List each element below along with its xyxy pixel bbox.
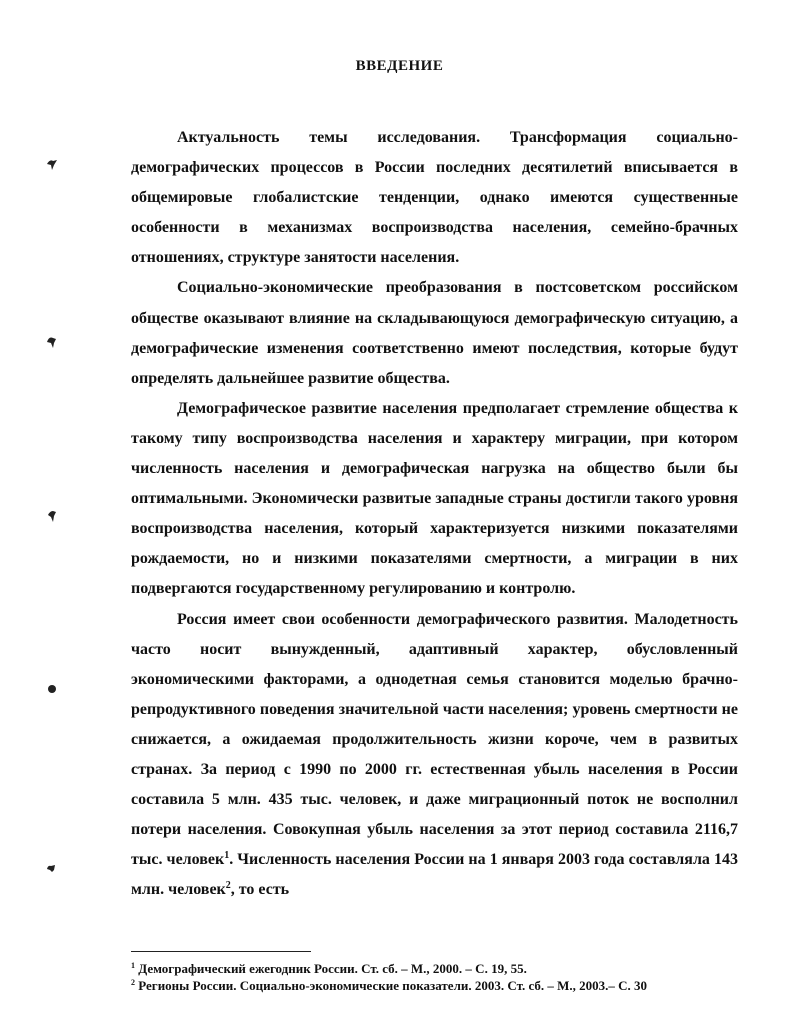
paragraph: [131, 394, 738, 605]
paragraph-text: . Численность населения России на 1 января 2003 года составляла 143 млн. человек: [131, 851, 739, 899]
page-title: ВВЕДЕНИЕ: [355, 58, 444, 74]
scan-mark-icon: [44, 860, 60, 876]
footnote-text: Регионы России. Социально-экономические показатели. 2003. Ст. сб. – М., 2003.– С. 30: [135, 978, 648, 993]
paragraph-text: Демографическое развитие населения предполагает стремление общества к такому типу воспроизводства населения и характеру миграции, при котором численность населения и демографическая нагрузка на общество были бы оптимальными. Экономически развитые западные страны достигли такого уровня воспроизводства населения, который характеризуется низкими показателями рождаемости, но и низкими показателями смертности, а миграции в них подвергаются государственному регулированию и контролю.: [131, 399, 738, 598]
footnote-number: 2: [131, 978, 135, 987]
document-body: [131, 123, 738, 905]
paragraph-text: . Трансформация социально-демографических процессов в России последних десятилетий вписывается в общемировые глобалистские тенденции, однако имеются существенные особенности в механизмах воспроизводства населения, семейно-брачных отношениях, структуре занятости населения.: [131, 129, 738, 267]
scan-mark-icon: [44, 156, 60, 172]
paragraph-lead: Актуальность темы исследования: [177, 129, 477, 146]
paragraph-text: Социально-экономические преобразования в постсоветском российском обществе оказывают влияние на складывающуюся демографическую ситуацию, а демографические изменения соответственно имеют последствия, которые будут определять дальнейшее развитие общества.: [131, 279, 738, 387]
scan-mark-icon: [44, 507, 60, 523]
paragraph: [131, 123, 738, 273]
margin-scan-marks: [44, 0, 64, 1034]
footnote: [131, 977, 751, 994]
paragraph-text: , то есть: [230, 881, 290, 899]
footnote-ref: 1: [224, 850, 230, 862]
footnote: [131, 960, 751, 977]
scan-mark-icon: [44, 333, 60, 349]
footnote-divider: [131, 951, 311, 952]
paragraph-text: Россия имеет свои особенности демографического развития. Малодетность часто носит вынужденный, адаптивный характер, обусловленный экономическими факторами, а однодетная семья становится моделью брачно-репродуктивного поведения значительной части населения; уровень смертности не снижается, а ожидаемая продолжительность жизни короче, чем в развитых странах. За период с 1990 по 2000 гг. естественная убыль населения в России составила 5 млн. 435 тыс. человек, и даже миграционный поток не восполнил потери населения. Совокупная убыль населения за этот период составила 2116,7 тыс. человек: [131, 610, 738, 869]
footnote-ref: 2: [225, 880, 231, 892]
footnote-number: 1: [131, 961, 135, 970]
footnote-text: Демографический ежегодник России. Ст. сб. – М., 2000. – С. 19, 55.: [135, 961, 527, 976]
footnotes: [131, 960, 751, 994]
paragraph: [131, 605, 738, 906]
scan-mark-icon: [44, 681, 60, 697]
paragraph: [131, 273, 738, 393]
